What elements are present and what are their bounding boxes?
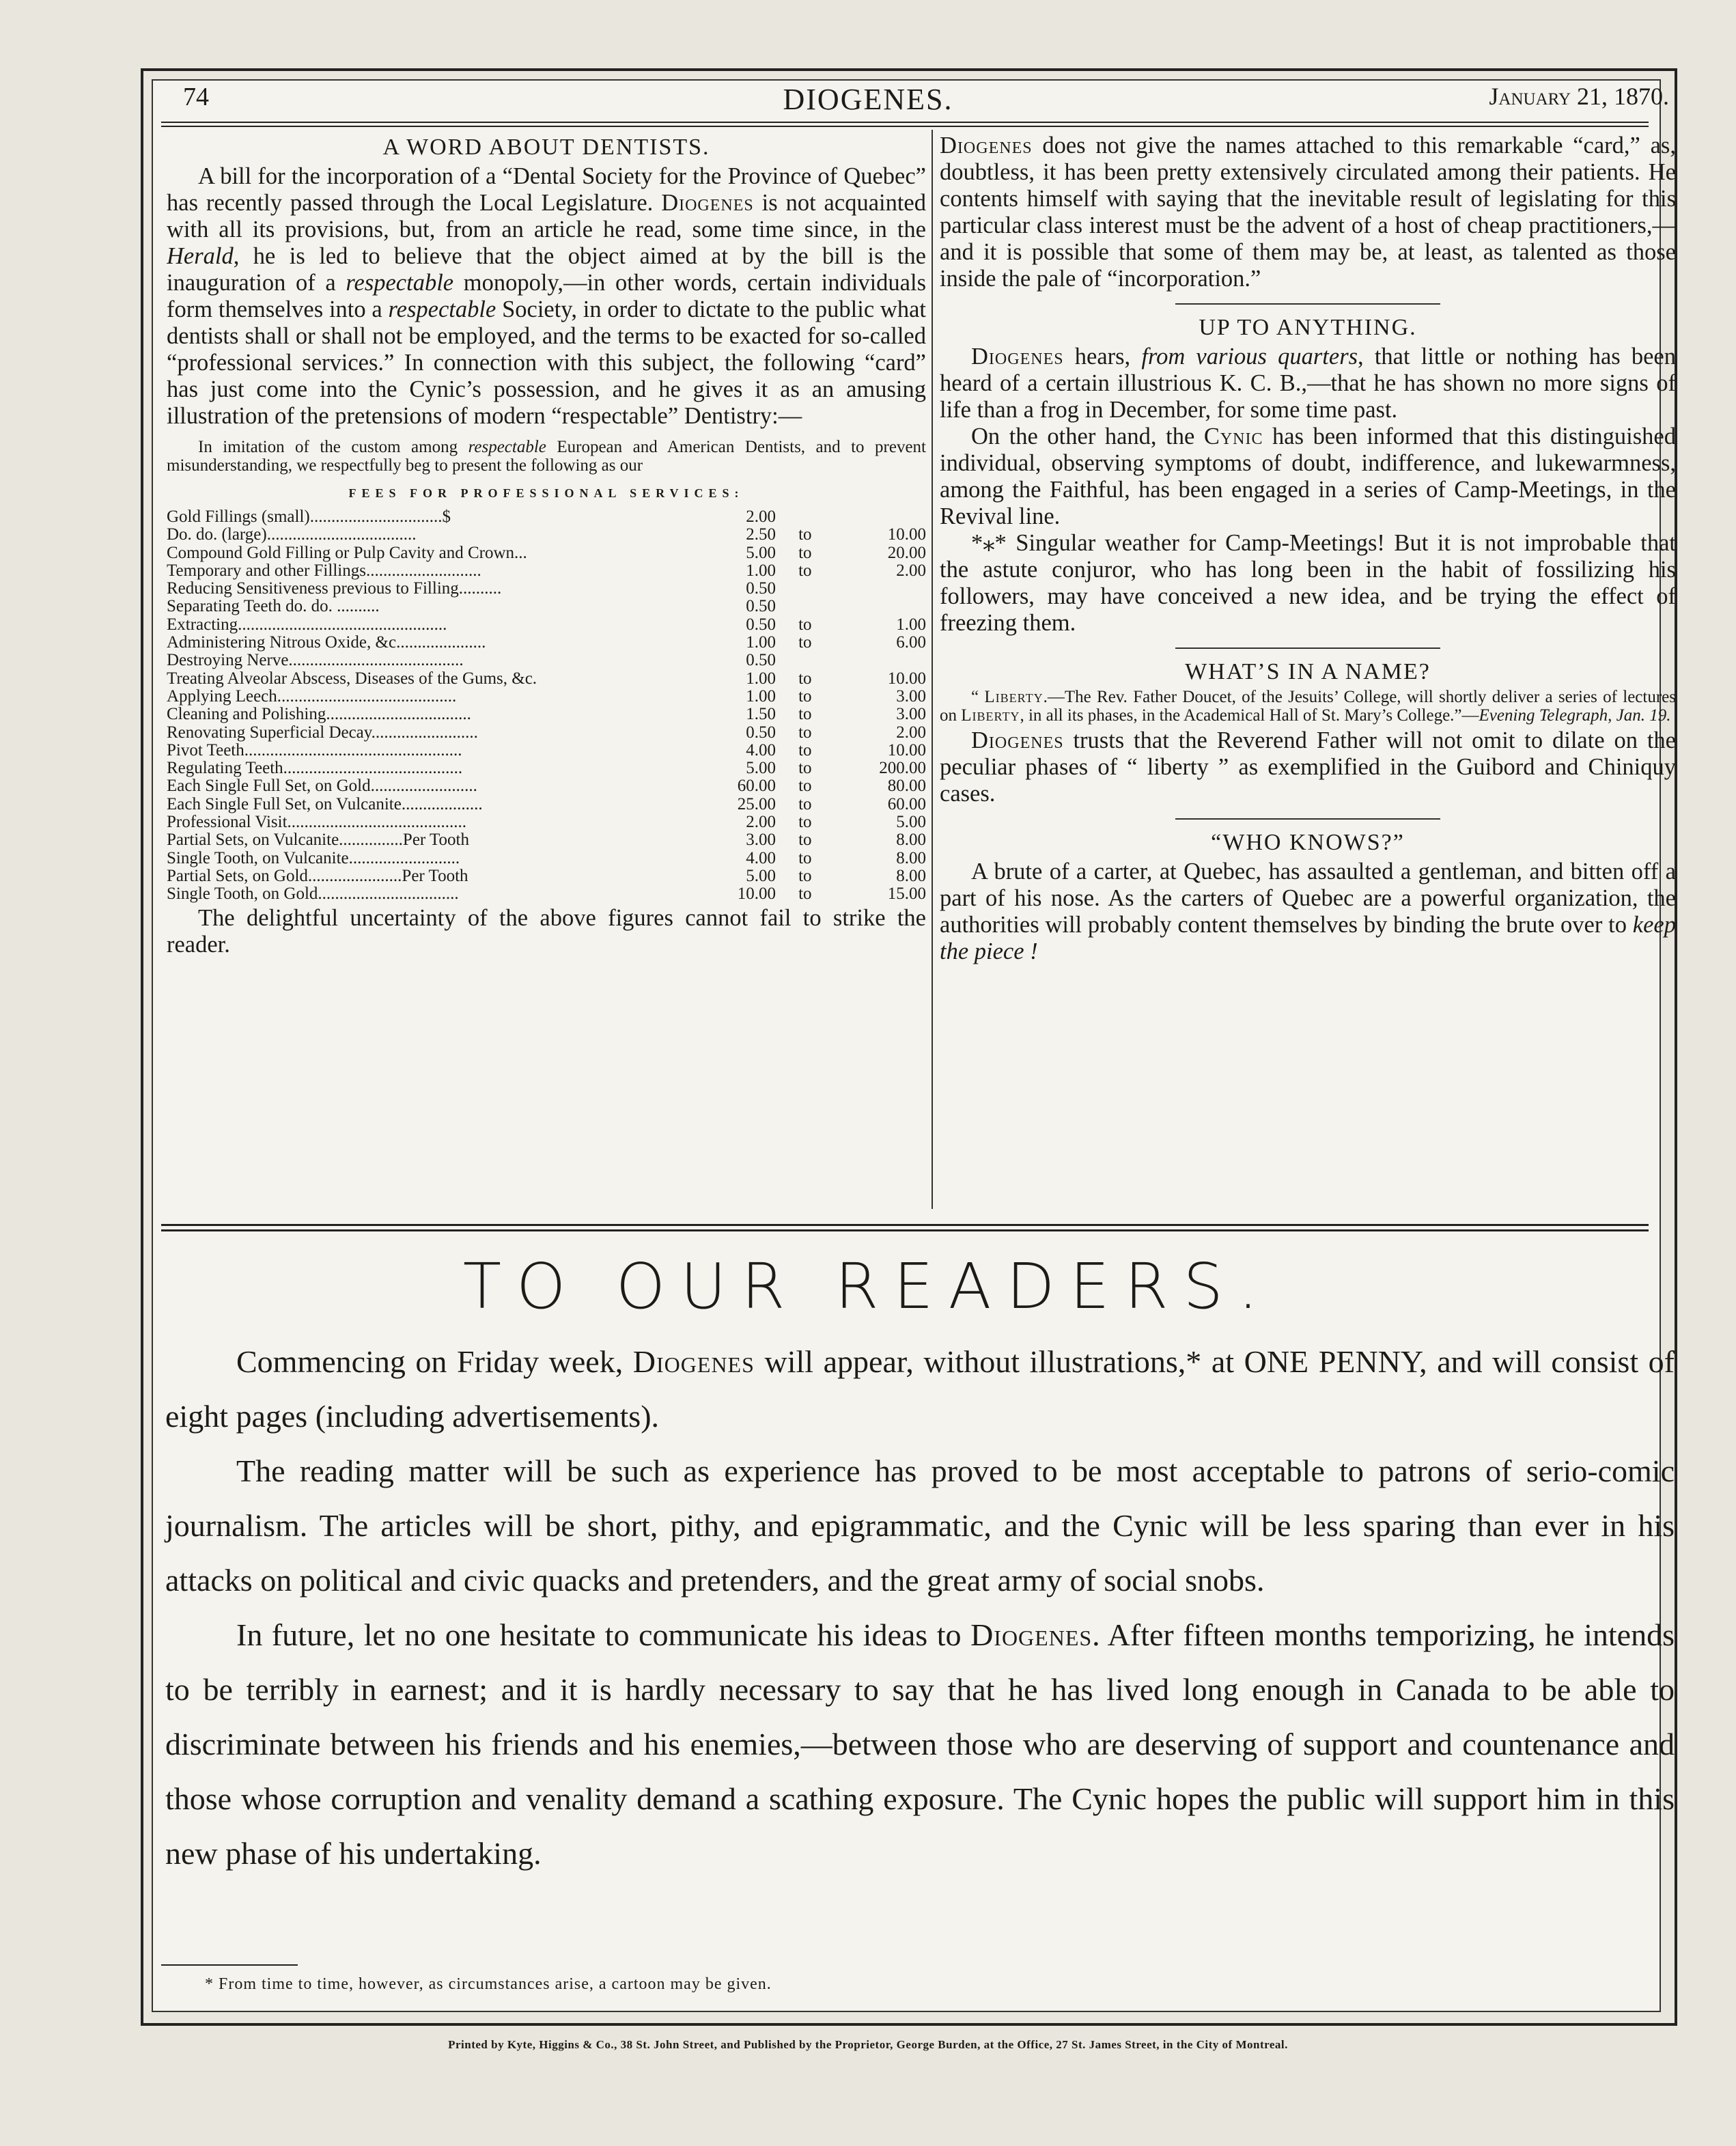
fee-row	[167, 850, 926, 867]
fee-hi: 8.00	[896, 848, 926, 867]
fee-lo: 2.00	[746, 507, 776, 526]
fee-lo: 0.50	[746, 723, 776, 742]
issue-date: January 21, 1870.	[1489, 83, 1669, 110]
fee-item: Single Tooth, on Vulcanite..........................	[167, 848, 460, 867]
dentists-card-intro: In imitation of the custom among respectable European and American Dentists, and to prevent misunderstanding, we respectfully beg to present the following as our	[167, 438, 926, 475]
fee-lo: 5.00	[746, 759, 776, 778]
fee-row	[167, 616, 926, 634]
fee-row	[167, 867, 926, 885]
fee-to	[776, 598, 835, 615]
fee-hi: 15.00	[887, 884, 926, 904]
fee-hi	[835, 508, 926, 526]
column-divider	[932, 130, 933, 1209]
fee-item: Partial Sets, on Gold......................Per Tooth	[167, 866, 468, 885]
fee-item: Cleaning and Polishing..................................	[167, 705, 471, 724]
anything-paragraph-3: *⁎* Singular weather for Camp-Meetings! But it is not improbable that the astute conjuror, who has long been in the habit of fossilizing his followers, may have conceived a new idea, and be trying the effect of freezing them.	[940, 530, 1676, 636]
fee-to: to	[798, 705, 812, 724]
fee-lo: 1.50	[746, 705, 776, 724]
printer-imprint: Printed by Kyte, Higgins & Co., 38 St. John Street, and Published by the Proprietor, George Burden, at the Office, 27 St. James Street, in the City of Montreal.	[448, 2038, 1288, 2051]
masthead-title: DIOGENES.	[783, 83, 953, 116]
fee-hi: 60.00	[887, 794, 926, 813]
header-rule	[161, 122, 1649, 123]
fee-to: to	[798, 615, 812, 634]
fee-hi: 3.00	[896, 686, 926, 706]
fee-row	[167, 508, 926, 526]
page-number: 74	[183, 83, 209, 111]
name-paragraph: Diogenes trusts that the Reverend Father will not omit to dilate on the peculiar phases of “ liberty ” as exemplified in the Guibord and Chiniquy cases.	[940, 727, 1676, 807]
fee-to: to	[798, 794, 812, 813]
section-rule	[1175, 303, 1440, 305]
fee-lo: 5.00	[746, 866, 776, 885]
dentists-closing-continued: Diogenes does not give the names attached to this remarkable “card,” as, doubtless, it has been pretty extensively circulated among their patients. He contents himself with saying that the inevitable result of legislating for this particular class interest must be the advent of a host of cheap practitioners,—and it is possible that some of them may be, at least, as talented as those inside the pale of “incorporation.”	[940, 133, 1676, 292]
fee-row	[167, 544, 926, 562]
readers-article	[165, 1335, 1675, 1881]
readers-title: TO OUR READERS.	[462, 1250, 1274, 1323]
fee-item: Single Tooth, on Gold.................................	[167, 884, 459, 904]
fee-to: to	[798, 525, 812, 544]
fee-hi: 80.00	[887, 777, 926, 796]
fee-to: to	[798, 686, 812, 706]
dentists-heading: A WORD ABOUT DENTISTS.	[382, 135, 710, 160]
fee-row	[167, 742, 926, 760]
fee-item: Gold Fillings (small)...............................$	[167, 507, 451, 526]
section-rule-top	[161, 1224, 1649, 1226]
fee-item: Do. do. (large)...................................	[167, 525, 417, 544]
fee-row	[167, 526, 926, 544]
fees-heading: FEES FOR PROFESSIONAL SERVICES:	[348, 486, 744, 500]
fee-to	[776, 652, 835, 669]
readers-paragraph-2: The reading matter will be such as experience has proved to be most acceptable to patrons of serio-comic journalism. The articles will be short, pithy, and epigrammatic, and the Cynic will be less sparing than ever in his attacks on political and civic quacks and pretenders, and the great army of social snobs.	[165, 1453, 1675, 1598]
fee-hi	[835, 652, 926, 669]
fee-to: to	[798, 633, 812, 652]
fee-item: Administering Nitrous Oxide, &c.....................	[167, 633, 486, 652]
left-column	[167, 133, 926, 1206]
fee-hi: 200.00	[879, 759, 926, 778]
fee-to: to	[798, 543, 812, 562]
fee-lo: 1.00	[746, 561, 776, 580]
fee-item: Professional Visit..........................................	[167, 813, 467, 832]
fee-lo: 1.00	[746, 633, 776, 652]
anything-paragraph-2: On the other hand, the Cynic has been informed that this distinguished individual, observing symptoms of doubt, indifference, and lukewarmness, among the Faithful, has been engaged in a series of Camp-Meetings, in the Revival line.	[940, 423, 1676, 529]
fee-row	[167, 580, 926, 598]
fee-row	[167, 885, 926, 903]
fee-hi: 20.00	[887, 543, 926, 562]
fee-to: to	[798, 561, 812, 580]
dentists-closing: The delightful uncertainty of the above figures cannot fail to strike the reader.	[167, 904, 926, 958]
fee-lo: 4.00	[746, 740, 776, 760]
fee-hi: 8.00	[896, 866, 926, 885]
fee-item: Temporary and other Fillings...........................	[167, 561, 481, 580]
fee-hi: 6.00	[896, 633, 926, 652]
fee-row	[167, 831, 926, 849]
fee-hi: 1.00	[896, 615, 926, 634]
fee-item: Each Single Full Set, on Gold.........................	[167, 777, 477, 796]
fee-item: Each Single Full Set, on Vulcanite...................	[167, 794, 483, 813]
fee-row	[167, 652, 926, 669]
fee-item: Regulating Teeth..........................................	[167, 759, 463, 778]
fee-hi	[835, 598, 926, 615]
fee-hi: 8.00	[896, 831, 926, 850]
fee-to: to	[798, 777, 812, 796]
fee-to: to	[798, 723, 812, 742]
fee-item: Pivot Teeth...................................................	[167, 740, 462, 760]
name-quote: “ Liberty.—The Rev. Father Doucet, of the Jesuits’ College, will shortly deliver a series of lectures on Liberty, in all its phases, in the Academical Hall of St. Mary’s College.”—Evening Telegraph, Jan. 19.	[940, 688, 1676, 725]
right-column	[940, 133, 1676, 1206]
footnote: * From time to time, however, as circumstances arise, a cartoon may be given.	[205, 1975, 772, 1993]
fee-hi	[835, 580, 926, 598]
fee-lo: 0.50	[746, 597, 776, 616]
fee-row	[167, 777, 926, 795]
fee-hi: 2.00	[896, 723, 926, 742]
dentists-paragraph: A bill for the incorporation of a “Dental Society for the Province of Quebec” has recently passed through the Local Legislature. Diogenes is not acquainted with all its provisions, but, from an article he read, some time since, in the Herald, he is led to believe that the object aimed at by the bill is the inauguration of a respectable monopoly,—in other words, certain individuals form themselves into a respectable Society, in order to dictate to the public what dentists shall or shall not be employed, and the terms to be exacted for so-called “professional services.” In connection with this subject, the following “card” has just come into the Cynic’s possession, and he gives it as an amusing illustration of the pretensions of modern “respectable” Dentistry:—	[167, 163, 926, 429]
name-heading: WHAT’S IN A NAME?	[1185, 659, 1431, 684]
fee-item: Compound Gold Filling or Pulp Cavity and Crown...	[167, 543, 527, 562]
fees-table	[167, 508, 926, 904]
fee-to: to	[798, 848, 812, 867]
fee-row	[167, 598, 926, 615]
who-paragraph: A brute of a carter, at Quebec, has assaulted a gentleman, and bitten off a part of his nose. As the carters of Quebec are a powerful organization, the authorities will probably content themselves by binding the brute over to keep the piece !	[940, 859, 1676, 964]
fee-lo: 0.50	[746, 651, 776, 670]
section-rule-bottom	[161, 1229, 1649, 1231]
fee-to	[776, 508, 835, 526]
header-rule-2	[161, 126, 1649, 127]
fee-lo: 2.00	[746, 813, 776, 832]
fee-lo: 5.00	[746, 543, 776, 562]
fee-lo: 4.00	[746, 848, 776, 867]
fee-to: to	[798, 831, 812, 850]
fee-to	[776, 580, 835, 598]
fee-to: to	[798, 866, 812, 885]
anything-paragraph-1: Diogenes hears, from various quarters, that little or nothing has been heard of a certain illustrious K. C. B.,—that he has shown no more signs of life than a frog in December, for some time past.	[940, 344, 1676, 423]
fee-item: Extracting.................................................	[167, 615, 447, 634]
fee-lo: 25.00	[737, 794, 776, 813]
fee-lo: 0.50	[746, 615, 776, 634]
fee-item: Reducing Sensitiveness previous to Filling..........	[167, 579, 502, 598]
fee-to: to	[798, 669, 812, 688]
fee-row	[167, 706, 926, 723]
fee-to: to	[798, 740, 812, 760]
fee-item: Partial Sets, on Vulcanite...............Per Tooth	[167, 831, 470, 850]
section-rule	[1175, 647, 1440, 649]
fee-to: to	[798, 813, 812, 832]
fee-hi: 10.00	[887, 525, 926, 544]
fee-row	[167, 562, 926, 580]
anything-heading: UP TO ANYTHING.	[1199, 315, 1417, 340]
fee-hi: 10.00	[887, 740, 926, 760]
fee-item: Treating Alveolar Abscess, Diseases of the Gums, &c.	[167, 669, 537, 688]
fee-lo: 2.50	[746, 525, 776, 544]
fee-row	[167, 760, 926, 777]
fee-hi: 10.00	[887, 669, 926, 688]
fee-to: to	[798, 884, 812, 904]
fee-item: Applying Leech..........................................	[167, 686, 457, 706]
fee-hi: 5.00	[896, 813, 926, 832]
fee-row	[167, 813, 926, 831]
footnote-rule	[161, 1964, 298, 1966]
readers-paragraph-1: Commencing on Friday week, Diogenes will appear, without illustrations,* at ONE PENNY, and will consist of eight pages (including advertisements).	[165, 1344, 1675, 1434]
section-rule	[1175, 818, 1440, 820]
fee-lo: 60.00	[737, 777, 776, 796]
fee-lo: 1.00	[746, 669, 776, 688]
fee-lo: 3.00	[746, 831, 776, 850]
fee-row	[167, 796, 926, 813]
fee-item: Renovating Superficial Decay.........................	[167, 723, 478, 742]
readers-paragraph-3: In future, let no one hesitate to communicate his ideas to Diogenes. After fifteen months temporizing, he intends to be terribly in earnest; and it is hardly necessary to say that he has lived long enough in Canada to be able to discriminate between his friends and his enemies,—between those who are deserving of support and countenance and those whose corruption and venality demand a scathing exposure. The Cynic hopes the public will support him in this new phase of his undertaking.	[165, 1617, 1675, 1871]
fee-item: Destroying Nerve.........................................	[167, 651, 464, 670]
fee-lo: 0.50	[746, 579, 776, 598]
fee-to: to	[798, 759, 812, 778]
fee-item: Separating Teeth do. do. ..........	[167, 597, 380, 616]
fee-lo: 1.00	[746, 686, 776, 706]
fee-row	[167, 688, 926, 706]
fee-hi: 3.00	[896, 705, 926, 724]
fee-row	[167, 724, 926, 742]
fee-lo: 10.00	[737, 884, 776, 904]
fee-row	[167, 670, 926, 688]
who-heading: “WHO KNOWS?”	[1211, 830, 1405, 855]
fee-hi: 2.00	[896, 561, 926, 580]
fee-row	[167, 634, 926, 652]
